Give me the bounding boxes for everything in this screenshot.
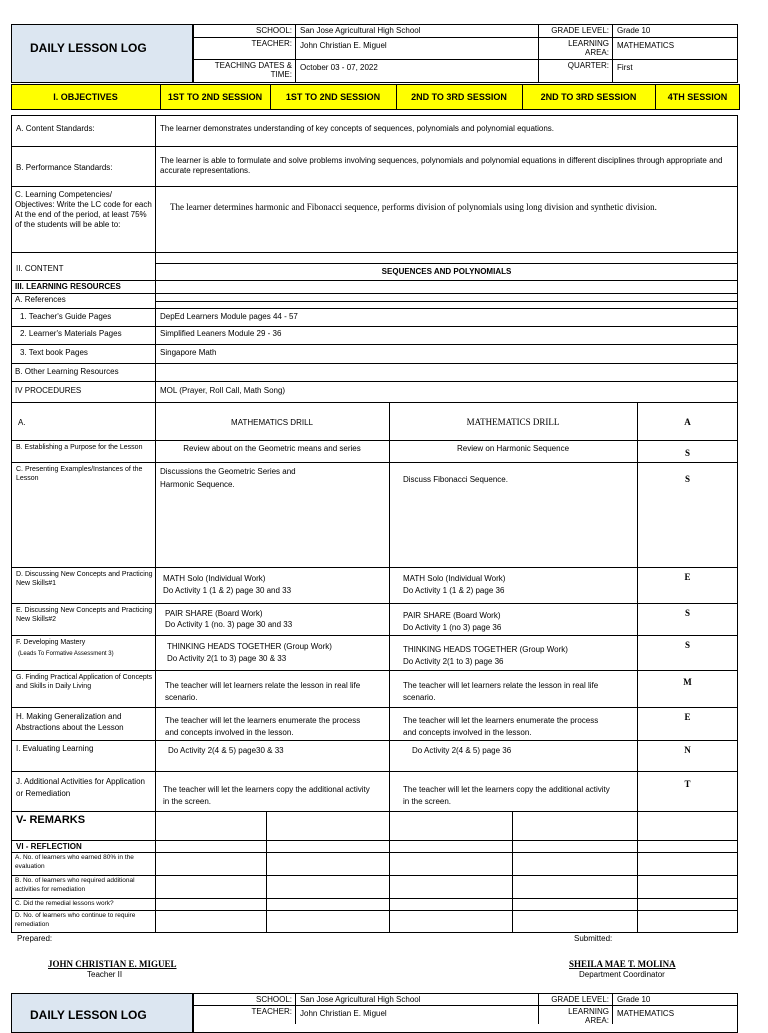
references-label: A. References	[15, 295, 66, 304]
proc-e-col2-line1: PAIR SHARE (Board Work)	[403, 611, 501, 620]
other-resources-label: B. Other Learning Resources	[15, 367, 119, 376]
page-title: DAILY LESSON LOG	[30, 41, 147, 55]
competencies-label: C. Learning Competencies/ Objectives: Write the LC code for each At the end of the period, at least 75% of the students will be able to:	[15, 190, 152, 229]
procedures-text: MOL (Prayer, Roll Call, Math Song)	[160, 386, 286, 395]
reflection-c: C. Did the remedial lessons work?	[15, 900, 114, 907]
prepared-title: Teacher II	[87, 970, 123, 979]
next-area-label	[540, 1007, 609, 1025]
next-teacher-value: John Christian E. Miguel	[300, 1009, 387, 1018]
next-grade-value: Grade 10	[617, 995, 651, 1004]
proc-c-col2: Discuss Fibonacci Sequence.	[403, 475, 508, 484]
proc-h-col2: The teacher will let the learners enumerate the process and concepts involved in the lesson.	[403, 716, 599, 737]
learners-materials-label: 2. Learner's Materials Pages	[20, 329, 122, 338]
proc-a-col2: MATHEMATICS DRILL	[466, 417, 560, 427]
proc-f-col3: S	[684, 640, 690, 650]
learning-resources-label: III. LEARNING RESOURCES	[15, 282, 121, 291]
session-2-heading: 1ST TO 2ND SESSION	[285, 92, 381, 102]
proc-e-col1-line1: PAIR SHARE (Board Work)	[165, 609, 263, 618]
content-text: SEQUENCES AND POLYNOMIALS	[381, 267, 512, 276]
proc-j-col1: The teacher will let the learners copy the additional activity in the screen.	[163, 785, 370, 806]
proc-a-label: A.	[18, 418, 26, 427]
remarks-heading: V- REMARKS	[16, 814, 86, 826]
proc-j-col2: The teacher will let the learners copy the additional activity in the screen.	[403, 785, 610, 806]
teachers-guide-text: DepEd Learners Module pages 44 - 57	[160, 312, 298, 321]
dates-label-line-2: TIME:	[270, 70, 292, 79]
proc-f-col2-line1: THINKING HEADS TOGETHER (Group Work)	[403, 645, 568, 654]
next-grade-label: GRADE LEVEL:	[551, 995, 609, 1004]
quarter-value: First	[617, 63, 633, 72]
reflection-heading: VI - REFLECTION	[16, 842, 82, 851]
school-value: San Jose Agricultural High School	[300, 26, 421, 35]
proc-b-label: B. Establishing a Purpose for the Lesson	[16, 444, 143, 451]
next-area-value: MATHEMATICS	[617, 1009, 675, 1018]
content-standards-label: A. Content Standards:	[16, 124, 95, 133]
procedures-label: IV PROCEDURES	[15, 386, 82, 395]
performance-standards-label: B. Performance Standards:	[16, 163, 113, 172]
textbook-label: 3. Text book Pages	[20, 348, 88, 357]
area-label-line-1: LEARNING	[568, 39, 609, 48]
proc-i-col1: Do Activity 2(4 & 5) page30 & 33	[168, 746, 284, 755]
reflection-b: B. No. of learners who required additional activities for remediation	[15, 877, 135, 893]
teachers-guide-label: 1. Teacher's Guide Pages	[20, 312, 112, 321]
grade-value: Grade 10	[617, 26, 651, 35]
proc-g-col3: M	[683, 677, 692, 687]
proc-i-col3: N	[684, 745, 691, 755]
proc-g-col1: The teacher will let learners relate the lesson in real life scenario.	[165, 681, 361, 702]
proc-f-col2-line2: Do Activity 2(1 to 3) page 36	[403, 657, 504, 666]
proc-h-col1: The teacher will let the learners enumerate the process and concepts involved in the lesson.	[165, 716, 361, 737]
proc-d-col3: E	[684, 572, 691, 582]
next-header-title-cell	[11, 993, 193, 1033]
dates-value: October 03 - 07, 2022	[300, 63, 378, 72]
next-area-label-line-1: LEARNING	[568, 1007, 609, 1016]
next-area-label-line-2: AREA:	[584, 1016, 609, 1025]
proc-c-label: C. Presenting Examples/Instances of the Lesson	[16, 466, 143, 482]
dates-label-line-1: TEACHING DATES &	[214, 61, 292, 70]
textbook-text: Singapore Math	[160, 348, 217, 357]
prepared-label: Prepared:	[17, 934, 53, 943]
dates-label	[196, 61, 292, 79]
proc-e-col2-line2: Do Activity 1 (no 3) page 36	[403, 623, 502, 632]
proc-f-sublabel: (Leads To Formative Assessment 3)	[18, 651, 114, 657]
proc-j-label: J. Additional Activities for Application or Remediation	[16, 777, 145, 798]
proc-g-label: G. Finding Practical Application of Concepts and Skills in Daily Living	[16, 674, 153, 690]
proc-i-label: I. Evaluating Learning	[16, 744, 94, 753]
next-page-title: DAILY LESSON LOG	[30, 1008, 147, 1022]
proc-d-col1-line2: Do Activity 1 (1 & 2) page 30 and 33	[163, 586, 292, 595]
area-label	[540, 39, 609, 57]
session-3-heading: 2ND TO 3RD SESSION	[411, 92, 507, 102]
reflection-d: D. No. of learners who continue to require remediation	[15, 912, 136, 928]
proc-e-col1-line2: Do Activity 1 (no. 3) page 30 and 33	[165, 620, 293, 629]
next-school-label: SCHOOL:	[255, 995, 292, 1004]
proc-b-col2: Review on Harmonic Sequence	[456, 444, 570, 453]
proc-d-label: D. Discussing New Concepts and Practicing New Skills#1	[16, 571, 153, 587]
content-label: II. CONTENT	[16, 264, 64, 273]
proc-b-col1: Review about on the Geometric means and series	[183, 444, 361, 453]
proc-h-label: H. Making Generalization and Abstractions about the Lesson	[16, 712, 124, 732]
proc-d-col2-line1: MATH Solo (Individual Work)	[403, 574, 506, 583]
performance-standards-text: The learner is able to formulate and solve problems involving sequences, polynomials and polynomial equations in different disciplines through appropriate and accurate representations.	[160, 156, 723, 175]
proc-b-col3: S	[684, 448, 690, 458]
submitted-label: Submitted:	[574, 934, 613, 943]
proc-j-col3: T	[684, 779, 691, 789]
proc-a-col3: A	[684, 417, 691, 427]
grade-label: GRADE LEVEL:	[551, 26, 609, 35]
learners-materials-text: Simplified Leaners Module 29 - 36	[160, 329, 282, 338]
proc-e-col3: S	[684, 608, 690, 618]
next-school-value: San Jose Agricultural High School	[300, 995, 421, 1004]
proc-h-col3: E	[684, 712, 691, 722]
quarter-label: QUARTER:	[567, 61, 609, 70]
proc-i-col2: Do Activity 2(4 & 5) page 36	[412, 746, 512, 755]
school-label: SCHOOL:	[255, 26, 292, 35]
proc-g-col2: The teacher will let learners relate the lesson in real life scenario.	[403, 681, 599, 702]
session-5-heading: 4TH SESSION	[667, 92, 728, 102]
submitted-name: SHEILA MAE T. MOLINA	[569, 959, 676, 969]
prepared-name: JOHN CHRISTIAN E. MIGUEL	[48, 959, 177, 969]
next-teacher-label: TEACHER:	[251, 1007, 292, 1016]
proc-e-label: E. Discussing New Concepts and Practicing New Skills#2	[16, 607, 153, 623]
competencies-text: The learner determines harmonic and Fibonacci sequence, performs division of polynomials using long division and synthetic division.	[170, 202, 657, 212]
content-standards-text: The learner demonstrates understanding of key concepts of sequences, polynomials and polynomial equations.	[160, 124, 555, 133]
header-title-cell	[11, 24, 193, 83]
session-4-heading: 2ND TO 3RD SESSION	[540, 92, 637, 102]
proc-a-col1: MATHEMATICS DRILL	[231, 418, 313, 427]
proc-d-col2-line2: Do Activity 1 (1 & 2) page 36	[403, 586, 505, 595]
proc-c-col3: S	[684, 474, 690, 484]
teacher-value: John Christian E. Miguel	[300, 41, 387, 50]
objectives-heading: I. OBJECTIVES	[53, 92, 118, 102]
session-1-heading: 1ST TO 2ND SESSION	[167, 92, 263, 102]
proc-f-col1-line2: Do Activity 2(1 to 3) page 30 & 33	[167, 654, 287, 663]
reflection-a: A. No. of learners who earned 80% in the evaluation	[15, 854, 134, 870]
area-label-line-2: AREA:	[584, 48, 609, 57]
proc-c-col1: Discussions the Geometric Series and Harmonic Sequence.	[160, 467, 296, 489]
teacher-label: TEACHER:	[251, 39, 292, 48]
submitted-title: Department Coordinator	[579, 970, 665, 979]
proc-d-col1-line1: MATH Solo (Individual Work)	[163, 574, 266, 583]
area-value: MATHEMATICS	[617, 41, 675, 50]
proc-f-col1-line1: THINKING HEADS TOGETHER (Group Work)	[167, 642, 332, 651]
proc-f-label: F. Developing Mastery	[16, 639, 86, 646]
